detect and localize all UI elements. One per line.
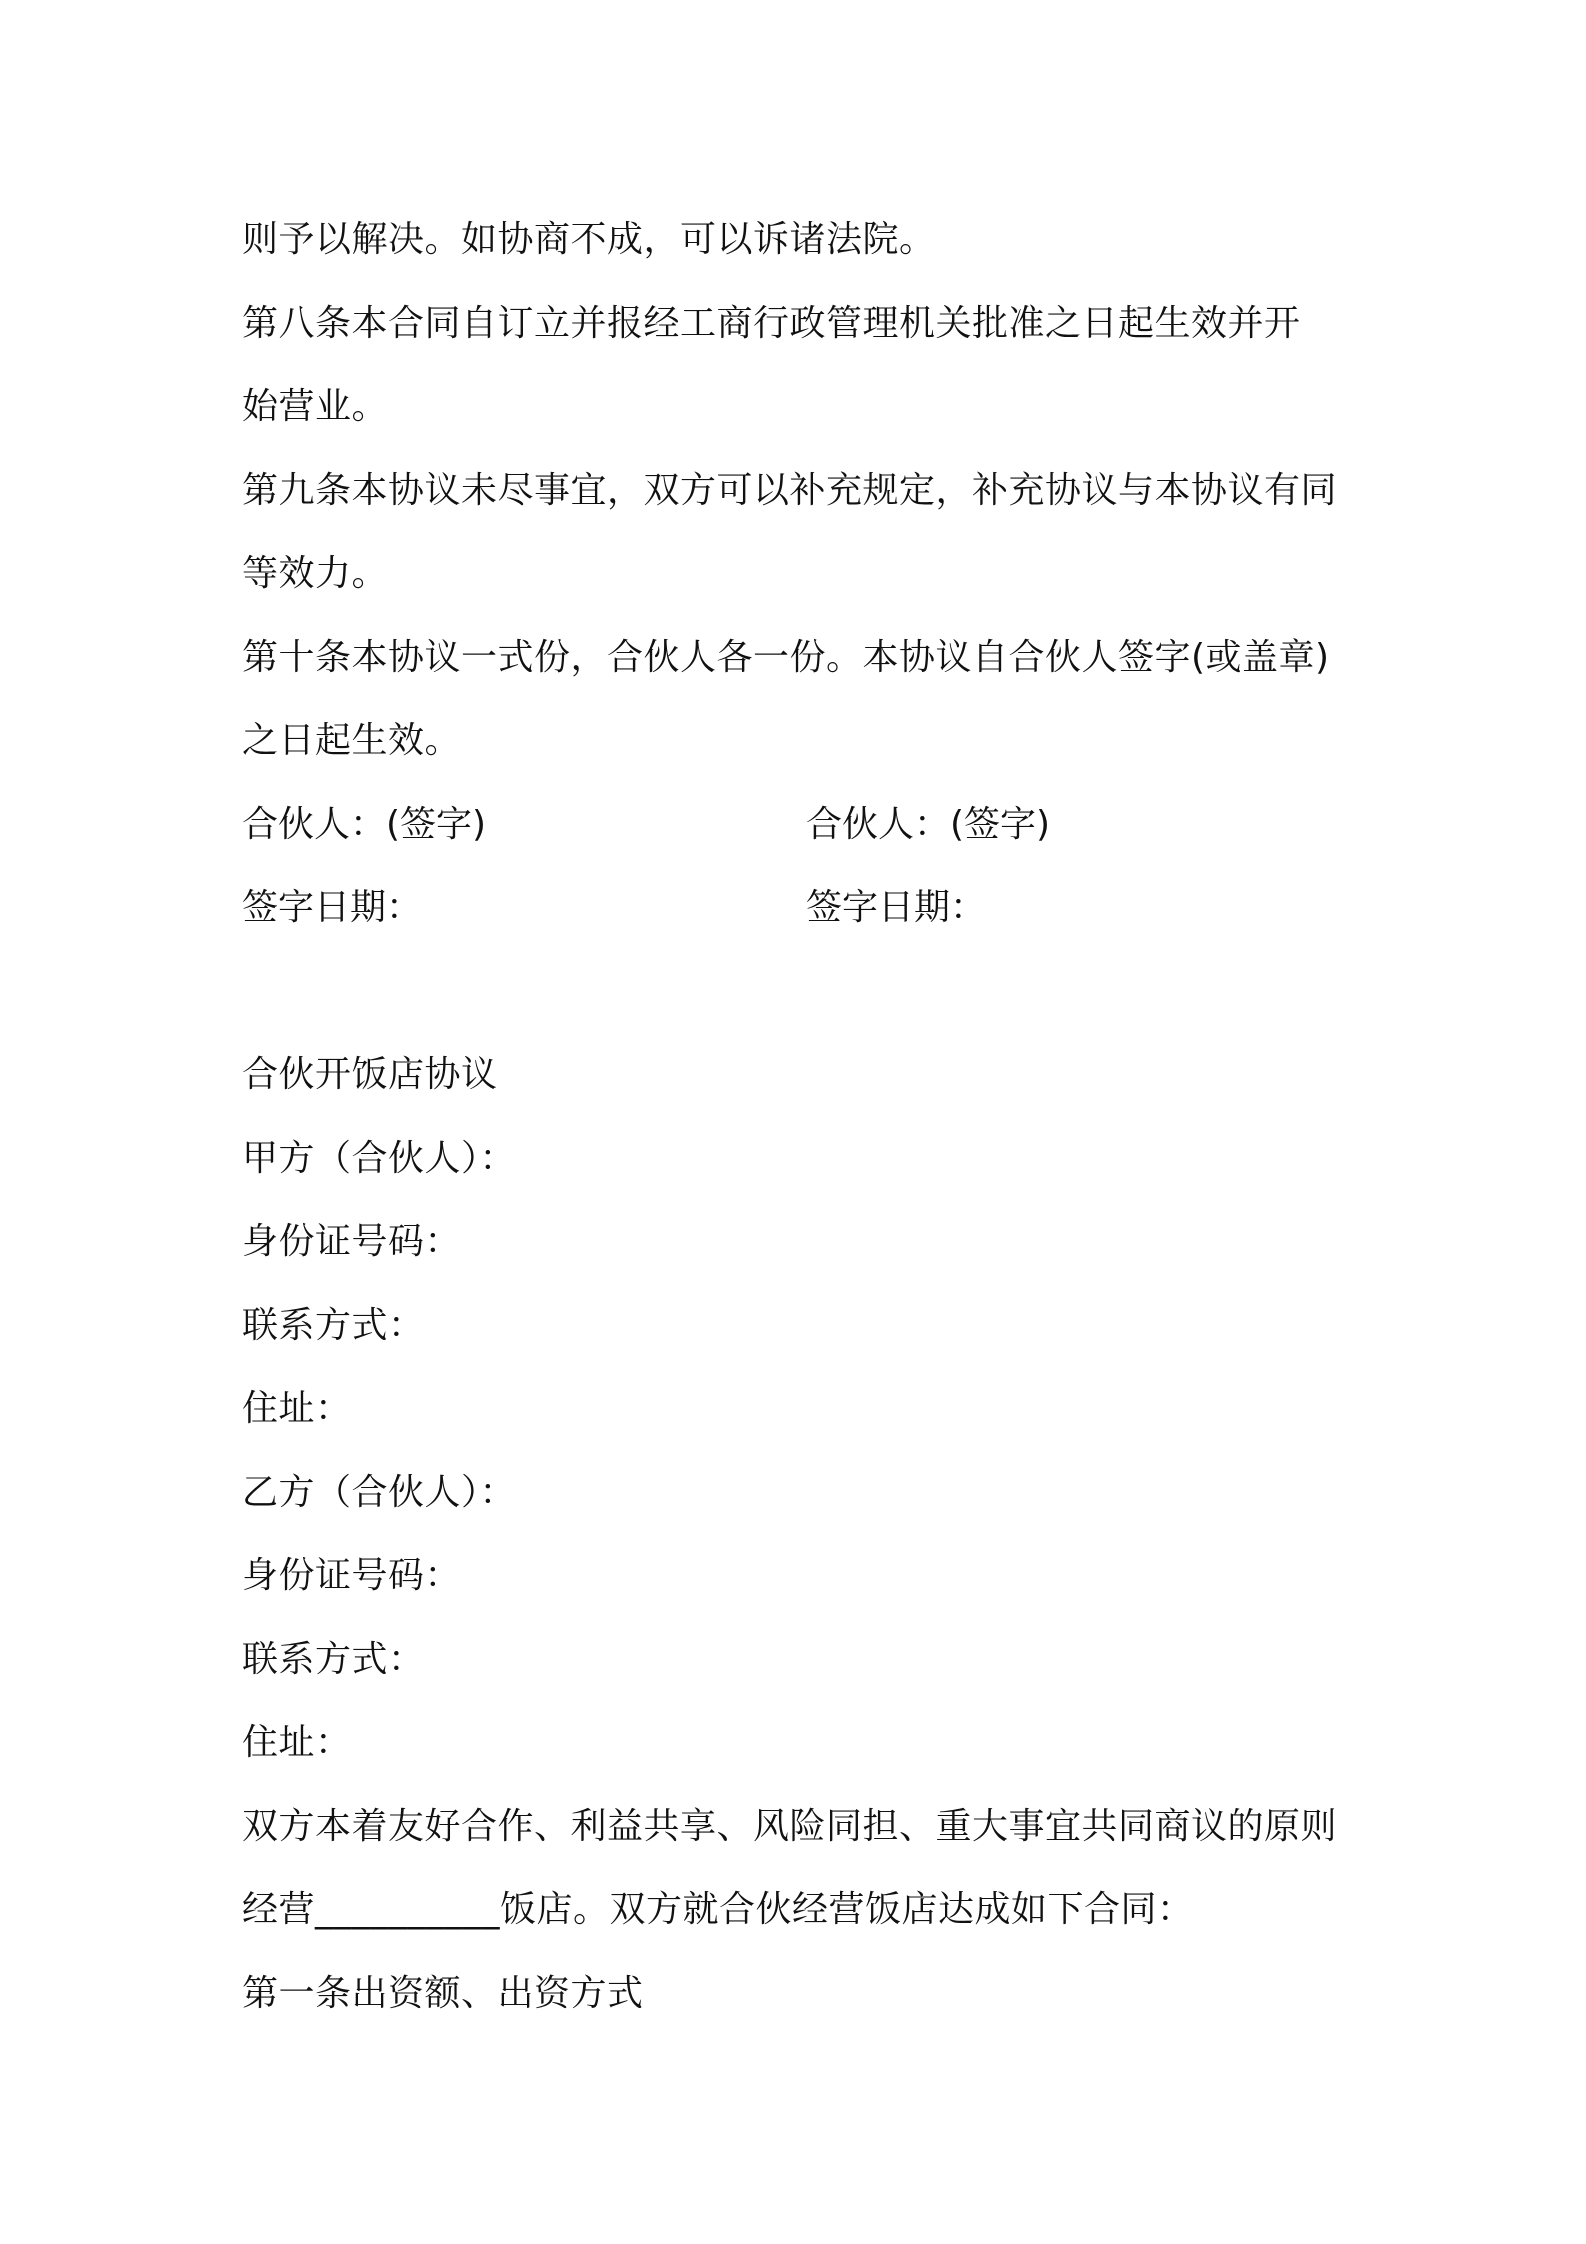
party-b-id-field: 身份证号码：	[242, 1555, 462, 1596]
text-line: 第九条本协议未尽事宜，双方可以补充规定，补充协议与本协议有同	[242, 469, 1338, 511]
party-a-address-field: 住址：	[242, 1388, 352, 1429]
section-gap	[242, 950, 1372, 1034]
right-signature-date: 签字日期：	[806, 887, 987, 928]
party-a-id-field: 身份证号码：	[242, 1221, 462, 1262]
party-a-contact-field: 联系方式：	[242, 1304, 425, 1346]
party-b-address-field: 住址：	[242, 1722, 352, 1763]
intro-paragraph-line: 双方本着友好合作、利益共享、风险同担、重大事宜共同商议的原则	[242, 1805, 1338, 1847]
document-body	[242, 198, 1372, 2035]
text-line: 第八条本合同自订立并报经工商行政管理机关批准之日起生效并开	[242, 302, 1301, 344]
signature-date-row	[242, 866, 1372, 950]
intro-paragraph-line: 经营__________饭店。双方就合伙经营饭店达成如下合同：	[242, 1889, 1194, 1930]
party-b-contact-field: 联系方式：	[242, 1638, 425, 1680]
left-partner-signature: 合伙人：(签字)	[242, 803, 487, 845]
text-line: 等效力。	[242, 553, 389, 594]
text-line: 始营业。	[242, 386, 389, 427]
signature-row	[242, 783, 1372, 867]
right-partner-signature: 合伙人：(签字)	[806, 803, 1051, 845]
text-line: 则予以解决。如协商不成，可以诉诸法院。	[242, 219, 936, 260]
agreement-title: 合伙开饭店协议	[242, 1054, 498, 1095]
left-signature-date: 签字日期：	[242, 887, 423, 928]
text-line: 之日起生效。	[242, 720, 462, 761]
article-heading: 第一条出资额、出资方式	[242, 1972, 644, 2014]
party-a-label: 甲方（合伙人）：	[242, 1137, 517, 1179]
text-line: 第十条本协议一式份，合伙人各一份。本协议自合伙人签字(或盖章)	[242, 636, 1330, 678]
party-b-label: 乙方（合伙人）：	[242, 1471, 517, 1513]
